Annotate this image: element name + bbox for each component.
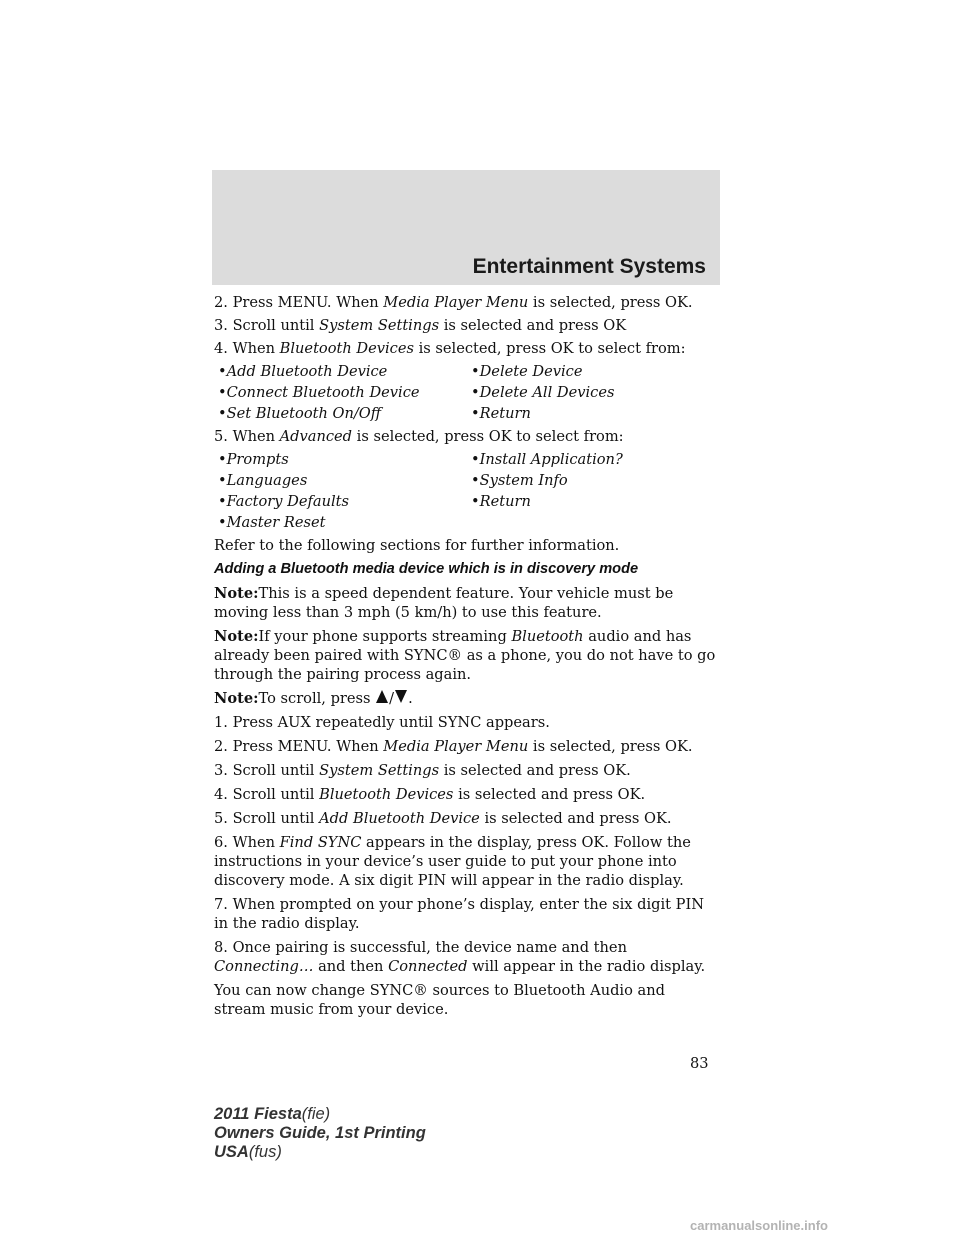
refer-text: Refer to the following sections for further information. (214, 537, 620, 554)
step-a-2: 2. Press MENU. When Media Player Menu is selected, press OK. (214, 294, 693, 311)
step-b-5: 5. Scroll until Add Bluetooth Device is selected and press OK. (214, 810, 672, 827)
watermark: carmanualsonline.info (690, 1218, 828, 1233)
page-number: 83 (690, 1055, 709, 1072)
bluetooth-menu-left (214, 362, 467, 425)
list-item: •Delete All Devices (471, 384, 615, 401)
arrow-down-icon (394, 689, 408, 704)
step-a-4: 4. When Bluetooth Devices is selected, press OK to select from: (214, 340, 686, 357)
list-item: •System Info (471, 472, 568, 489)
step-a-5: 5. When Advanced is selected, press OK to select from: (214, 428, 624, 445)
list-item: •Prompts (218, 451, 289, 468)
note-scroll: Note:To scroll, press / . (214, 690, 413, 707)
list-item: •Install Application? (471, 451, 623, 468)
footer-line-3: USA(fus) (214, 1143, 282, 1161)
final-text: You can now change SYNC® sources to Bluetooth Audio and stream music from your device. (214, 982, 665, 1018)
step-b-1: 1. Press AUX repeatedly until SYNC appears. (214, 714, 550, 731)
list-item: •Languages (218, 472, 308, 489)
header-bar (212, 170, 720, 285)
list-item: •Set Bluetooth On/Off (218, 405, 382, 422)
section-title: Entertainment Systems (472, 255, 706, 278)
arrow-up-icon (375, 689, 389, 704)
footer-line-1: 2011 Fiesta(fie) (214, 1105, 331, 1123)
bluetooth-menu-right (467, 362, 720, 425)
list-item: •Master Reset (218, 514, 326, 531)
note-streaming: Note:If your phone supports streaming Bluetooth audio and has already been paired with SYNC® as a phone, you do not have to go through the pairing process again. (214, 628, 716, 683)
advanced-menu (214, 450, 720, 534)
footer-line-2: Owners Guide, 1st Printing (214, 1124, 426, 1142)
list-item: •Return (471, 493, 531, 510)
step-b-3: 3. Scroll until System Settings is selected and press OK. (214, 762, 631, 779)
step-b-6: 6. When Find SYNC appears in the display, press OK. Follow the instructions in your device’s user guide to put your phone into discovery mode. A six digit PIN will appear in the radio display. (214, 834, 691, 889)
footer (214, 1105, 426, 1162)
list-item: •Return (471, 405, 531, 422)
step-b-2: 2. Press MENU. When Media Player Menu is selected, press OK. (214, 738, 693, 755)
list-item: •Connect Bluetooth Device (218, 384, 420, 401)
note-speed: Note:This is a speed dependent feature. Your vehicle must be moving less than 3 mph (5 km/h) to use this feature. (214, 585, 674, 621)
step-b-7: 7. When prompted on your phone’s display, enter the six digit PIN in the radio display. (214, 896, 704, 932)
advanced-menu-left (214, 450, 467, 534)
step-b-4: 4. Scroll until Bluetooth Devices is selected and press OK. (214, 786, 646, 803)
list-item: •Delete Device (471, 363, 583, 380)
step-b-8: 8. Once pairing is successful, the device name and then Connecting… and then Connected will appear in the radio display. (214, 939, 706, 975)
page-content (214, 293, 720, 1024)
step-a-3: 3. Scroll until System Settings is selected and press OK (214, 317, 627, 334)
bluetooth-devices-menu (214, 362, 720, 425)
list-item: •Add Bluetooth Device (218, 363, 388, 380)
advanced-menu-right (467, 450, 720, 534)
section-heading: Adding a Bluetooth media device which is in discovery mode (214, 561, 639, 577)
list-item: •Factory Defaults (218, 493, 349, 510)
